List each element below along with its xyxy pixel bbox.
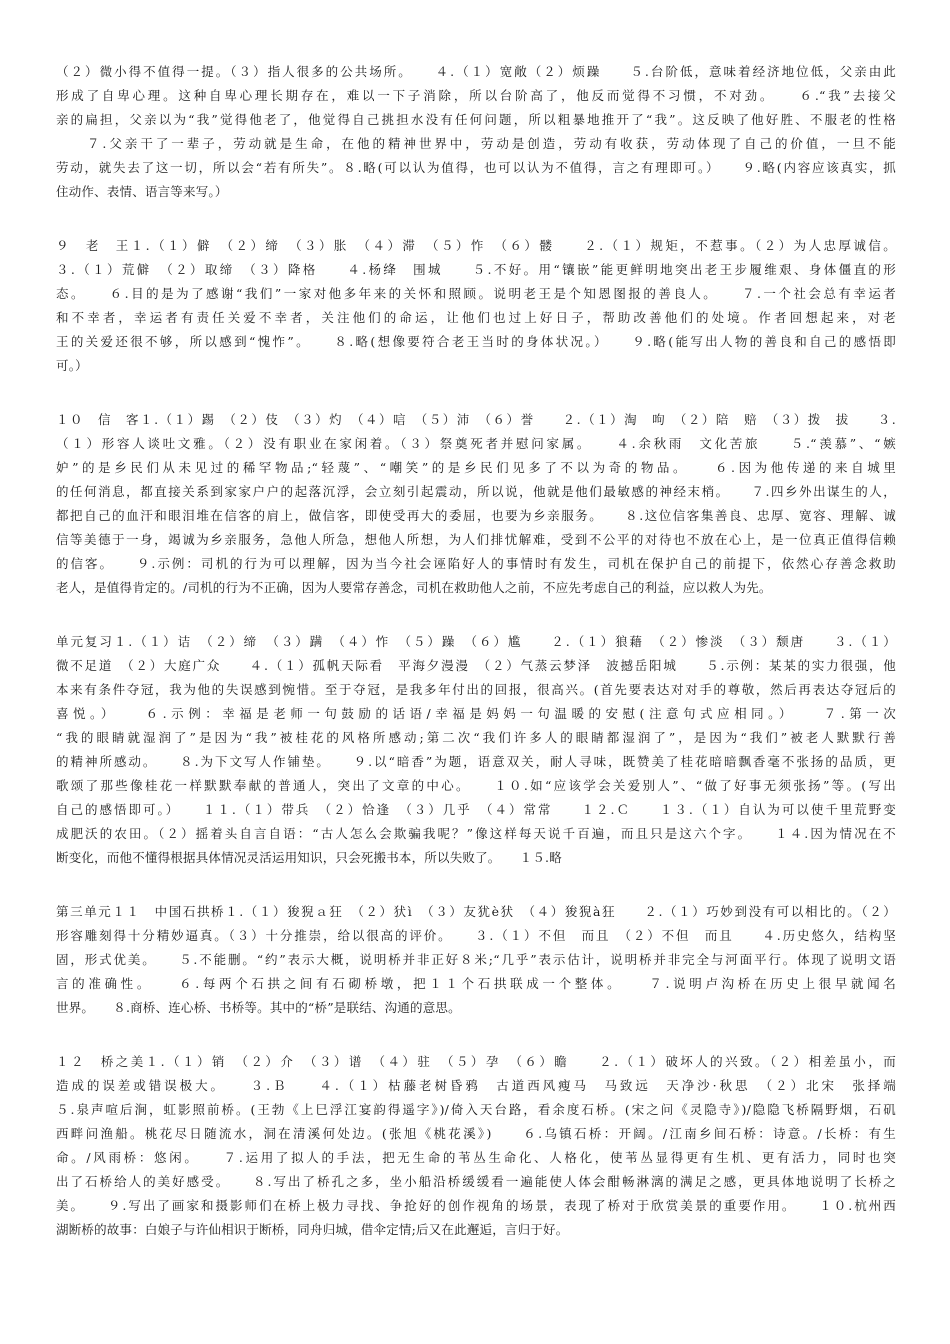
text-line: 形成了自卑心理。这种自卑心理长期存在，难以一下子消除，所以台阶高了，他反而觉得不习惯，不对劲。 ６.“我”去接父 — [56, 88, 896, 103]
text-line: 造成的误差或错误极大。 ３.Ｂ ４.（１）枯藤老树昏鸦 古道西风瘦马 马致远 天净沙·秋思 （２）北宋 张择端 — [56, 1078, 896, 1093]
text-line: ５.泉声喧后涧，虹影照前桥。(王勃《上巳浮江宴韵得遥字》)/倚入天台路，看余度石桥。(宋之问《灵隐寺》)/隐隐飞桥隔野烟，石矶 — [56, 1102, 896, 1117]
text-line: 断变化，而他不懂得根据具体情况灵活运用知识，只会死搬书本，所以失败了。 １５.略 — [56, 850, 562, 865]
text-line: （１）形容人谈吐文雅。（２）没有职业在家闲着。（３）祭奠死者并慰问家属。 ４.余秋雨 文化苦旅 ５.“羡慕”、“嫉 — [56, 436, 896, 451]
text-line: 劳动，就失去了这一切，所以会“若有所失”。８.略(可以认为值得，也可以认为不值得，言之有理即可。） ９.略(内容应该真实，抓 — [56, 160, 896, 175]
text-line: 固，形式优美。 ５.不能删。“约”表示大概，说明桥并非正好８米;“几乎”表示估计，说明桥并非完全与河面平行。体现了说明文语 — [56, 952, 896, 967]
text-line: 第三单元１１ 中国石拱桥１.（１）狻猊ａ狂 （２）犾ì （３）友犹è犾 （４）狻猊à狂 ２.（１）巧妙到没有可以相比的。（２） — [56, 904, 896, 919]
text-line: “我的眼睛就湿润了”是因为“我”被桂花的风格所感动;第二次“我们许多人的眼睛都湿润了”，是因为“我们”被老人默默行善 — [56, 730, 896, 745]
text-line: 王的关爱还很不够，所以感到“愧怍”。 ８.略(想像要符合老王当时的身体状况。） ９.略(能写出人物的善良和自己的感悟即 — [56, 334, 896, 349]
answer-block-unit-8-tail — [56, 60, 896, 204]
text-line: 老人，是值得肯定的。/司机的行为不正确，因为人要常存善念，司机在救助他人之前，不应先考虑自己的利益，应以救人为先。 — [56, 580, 772, 595]
text-line: 本来有条件夺冠，我为他的失误感到惋惜。至于夺冠，是我多年付出的回报，很高兴。(首先要表达对对手的尊敬，然后再表达夺冠后的 — [56, 682, 896, 697]
answer-block-lesson-9 — [56, 234, 896, 378]
text-line: １２ 桥之美１.（１）销 （２）介 （３）谱 （４）驻 （５）孕 （６）瞻 ２.（１）破坏人的兴致。（２）相差虽小，而 — [56, 1054, 896, 1069]
text-line: 成肥沃的农田。（２）摇着头自言自语：“古人怎么会欺骗我呢？”像这样每天说千百遍，而且只是这六个字。 １４.因为情况在不 — [56, 826, 896, 841]
text-line: 命。/风雨桥：悠闲。 ７.运用了拟人的手法，把无生命的苇丛生命化、人格化，使苇丛显得更有生机、更有活力，同时也突 — [56, 1150, 896, 1165]
text-line: 的任何消息，都直接关系到家家户户的起落沉浮，会立刻引起震动，所以说，他就是他们最敏感的神经末梢。 ７.四乡外出谋生的人， — [56, 484, 896, 499]
text-line: 歌颂了那些像桂花一样默默奉献的普通人，突出了文章的中心。 １０.如“应该学会关爱别人”、“做了好事无须张扬”等。(写出 — [56, 778, 896, 793]
text-line: １０ 信 客１.（１）踢 （２）伎 （３）灼 （４）唁 （５）沛 （６）誉 ２.（１）淘 呴 （２）陪 赔 （３）拨 拔 ３. — [56, 412, 896, 427]
text-line: 信等美德于一身，竭诚为乡亲服务，急他人所急，想他人所想，为人们排忧解难，受到不公平的对待也不放在心上，是一位真正值得信赖 — [56, 532, 896, 547]
text-line: 态。 ６.目的是为了感谢“我们”一家对他多年来的关怀和照顾。说明老王是个知恩图报的善良人。 ７.一个社会总有幸运者 — [56, 286, 896, 301]
text-line: ７.父亲干了一辈子，劳动就是生命，在他的精神世界中，劳动是创造，劳动有收获，劳动体现了自己的价值，一旦不能 — [56, 136, 896, 151]
answer-key-page — [56, 60, 896, 1272]
text-line: 世界。 ８.商桥、连心桥、书桥等。其中的“桥”是联结、沟通的意思。 — [56, 1000, 461, 1015]
answer-block-lesson-10 — [56, 408, 896, 600]
text-line: 言的准确性。 ６.每两个石拱之间有石砌桥墩，把１１个石拱联成一个整体。 ７.说明卢沟桥在历史上很早就闻名 — [56, 976, 896, 991]
text-line: 妒”的是乡民们从未见过的稀罕物品;“轻蔑”、“嘲笑”的是乡民们见多了不以为奇的物品。 ６.因为他传递的来自城里 — [56, 460, 896, 475]
text-line: 亲的扁担，父亲以为“我”觉得他老了，他觉得自己挑担水没有任何问题，所以粗暴地推开了“我”。这反映了他好胜、不服老的性格 — [56, 112, 896, 127]
text-line: 出了石桥给人的美好感受。 ８.写出了桥孔之多，坐小船沿桥缓缓看一遍能使人体会酣畅淋漓的满足之感，更具体地说明了长桥之 — [56, 1174, 896, 1189]
text-line: 的精神所感动。 ８.为下文写人作铺垫。 ９.以“暗香”为题，语意双关，耐人寻味，既赞美了桂花暗暗飘香毫不张扬的品质，更 — [56, 754, 896, 769]
text-line: 都把自己的血汗和眼泪堆在信客的肩上，做信客，即使受再大的委屈，也要为乡亲服务。 ８.这位信客集善良、忠厚、宽容、理解、诚 — [56, 508, 896, 523]
text-line: 单元复习１.（１）诘 （２）缔 （３）蹒 （４）怍 （５）躁 （６）尴 ２.（１）狼藉 （２）惨淡 （３）颓唐 ３.（１） — [56, 634, 896, 649]
text-line: （２）微小得不值得一提。（３）指人很多的公共场所。 ４.（１）宽敞（２）烦躁 ５.台阶低，意味着经济地位低，父亲由此 — [56, 64, 896, 79]
text-line: 喜悦。） ６.示例：幸福是老师一句鼓励的话语/幸福是妈妈一句温暖的安慰(注意句式应相同。） ７.第一次 — [56, 706, 896, 721]
text-line: ９ 老 王１.（１）僻 （２）缔 （３）胀 （４）滞 （５）怍 （６）髅 ２.（１）规矩，不惹事。（２）为人忠厚诚信。 — [56, 238, 896, 253]
text-line: 西畔问渔船。桃花尽日随流水，洞在清溪何处边。(张旭《桃花溪》) ６.乌镇石桥：开阔。/江南乡间石桥：诗意。/长桥：有生 — [56, 1126, 896, 1141]
answer-block-lesson-12 — [56, 1050, 896, 1242]
answer-block-unit-review — [56, 630, 896, 870]
answer-block-unit-3-lesson-11 — [56, 900, 896, 1020]
text-line: 微不足道 （２）大庭广众 ４.（１）孤帆天际看 平海夕漫漫 （２）气蒸云梦泽 波撼岳阳城 ５.示例：某某的实力很强，他 — [56, 658, 896, 673]
text-line: 和不幸者，幸运者有责任关爱不幸者，关注他们的命运，让他们也过上好日子，帮助改善他们的处境。作者回想起来，对老 — [56, 310, 896, 325]
text-line: 湖断桥的故事：白娘子与许仙相识于断桥，同舟归城，借伞定情;后又在此邂逅，言归于好。 — [56, 1222, 569, 1237]
text-line: ３.（１）荒僻 （２）取缔 （３）降格 ４.杨绛 围城 ５.不好。用“镶嵌”能更鲜明地突出老王步履维艰、身体僵直的形 — [56, 262, 896, 277]
text-line: 形容雕刻得十分精妙逼真。（３）十分推崇，给以很高的评价。 ３.（１）不但 而且 （２）不但 而且 ４.历史悠久，结构坚 — [56, 928, 896, 943]
text-line: 自己的感悟即可。） １１.（１）带兵 （２）恰逢 （３）几乎 （４）常常 １２.Ｃ １３.（１）自认为可以使千里荒野变 — [56, 802, 896, 817]
text-line: 住动作、表情、语言等来写。） — [56, 184, 228, 199]
text-line: 美。 ９.写出了画家和摄影师们在桥上极力寻找、争抢好的创作视角的场景，表现了桥对于欣赏美景的重要作用。 １０.杭州西 — [56, 1198, 896, 1213]
text-line: 可。） — [56, 358, 88, 373]
text-line: 的信客。 ９.示例：司机的行为可以理解，因为当今社会诬陷好人的事情时有发生，司机在保护自己的前提下，依然心存善念救助 — [56, 556, 896, 571]
